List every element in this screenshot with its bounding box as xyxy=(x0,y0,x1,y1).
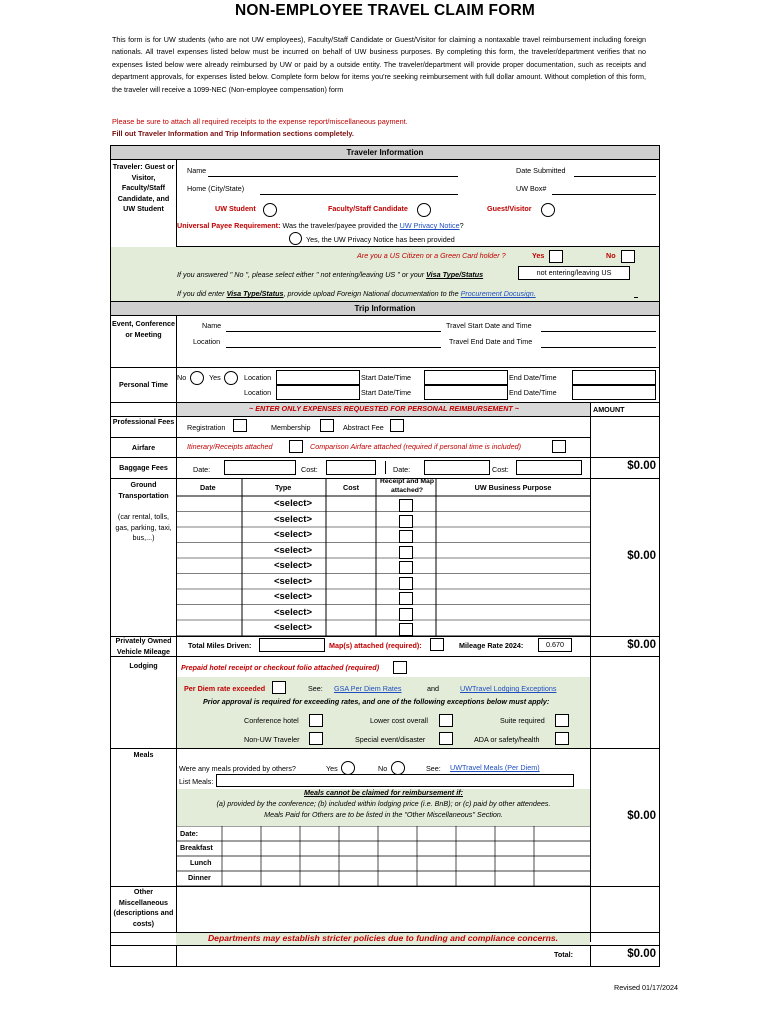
payee-qmark: ? xyxy=(459,221,464,230)
ground-receipt-checkbox[interactable] xyxy=(399,592,413,605)
ground-type-select[interactable]: <select> xyxy=(273,622,313,633)
total-divider xyxy=(590,945,591,967)
suite-label: Suite required xyxy=(500,716,545,725)
start-dt-field-2[interactable] xyxy=(424,385,508,400)
mileage-rate-value: 0.670 xyxy=(538,638,572,652)
receipts-note: Please be sure to attach all required receipts to the expense report/miscellaneous payment. xyxy=(112,117,408,126)
ground-type-select[interactable]: <select> xyxy=(273,606,313,618)
suite-checkbox[interactable] xyxy=(555,714,569,727)
membership-label: Membership xyxy=(271,423,311,432)
meals-no-radio[interactable] xyxy=(391,761,405,775)
itinerary-checkbox[interactable] xyxy=(289,440,303,453)
ground-type-select[interactable]: <select> xyxy=(273,498,313,509)
baggage-date-label-1: Date: xyxy=(193,465,211,474)
visa-enter-text-2: , provide upload Foreign National documentation to the xyxy=(283,289,459,298)
divider xyxy=(110,748,660,749)
comparison-checkbox[interactable] xyxy=(552,440,566,453)
ground-receipt-checkbox[interactable] xyxy=(399,623,413,636)
traveler-header: Traveler Information xyxy=(110,145,660,160)
gsa-link[interactable]: GSA Per Diem Rates xyxy=(334,684,402,693)
citizen-question: Are you a US Citizen or a Green Card holder ? xyxy=(357,251,506,260)
ground-receipt-checkbox[interactable] xyxy=(399,608,413,621)
meals-label: Meals xyxy=(133,750,154,759)
list-meals-label: List Meals: xyxy=(179,777,214,786)
ground-note: (car rental, tolls, gas, parking, taxi, bus,...) xyxy=(115,512,172,542)
name-label: Name xyxy=(187,166,207,175)
citizen-side-cell xyxy=(111,247,176,301)
baggage-total: $0.00 xyxy=(627,460,656,472)
abstract-label: Abstract Fee xyxy=(343,423,384,432)
prepaid-label: Prepaid hotel receipt or checkout folio attached (required) xyxy=(181,663,380,672)
membership-checkbox[interactable] xyxy=(320,419,334,432)
guest-radio[interactable] xyxy=(541,203,555,217)
ground-type-select[interactable]: <select> xyxy=(273,529,313,540)
expenses-banner: ~ ENTER ONLY EXPENSES REQUESTED FOR PERSONAL REIMBURSEMENT ~ xyxy=(249,404,519,413)
traveler-side-label: Traveler: Guest or Visitor, Faculty/Staff Candidate, and UW Student xyxy=(112,162,175,213)
meals-total: $0.00 xyxy=(627,810,656,822)
ground-receipt-checkbox[interactable] xyxy=(399,561,413,574)
ground-receipt-checkbox[interactable] xyxy=(399,530,413,543)
uw-lodging-link[interactable]: UWTravel Lodging Exceptions xyxy=(460,684,557,693)
type-faculty-label: Faculty/Staff Candidate xyxy=(328,204,408,213)
payee-line xyxy=(177,221,464,231)
registration-checkbox[interactable] xyxy=(233,419,247,432)
other-misc-label: Other Miscellaneous (descriptions and costs) xyxy=(113,887,174,928)
per-diem-exceeded-checkbox[interactable] xyxy=(272,681,286,694)
divider xyxy=(110,367,660,368)
non-uw-checkbox[interactable] xyxy=(309,732,323,745)
ada-checkbox[interactable] xyxy=(555,732,569,745)
start-dt-label-1: Start Date/Time xyxy=(361,373,412,382)
meals-yes-label: Yes xyxy=(326,764,338,773)
col-type: Type xyxy=(275,483,292,492)
procurement-docusign-link[interactable]: Procurement Docusign. xyxy=(460,289,536,298)
meal-row-breakfast: Breakfast xyxy=(180,843,213,852)
ground-type-select[interactable]: <select> xyxy=(273,575,313,587)
end-dt-label-2: End Date/Time xyxy=(509,388,557,397)
fill-instruction: Fill out Traveler Information and Trip Information sections completely. xyxy=(112,129,354,138)
list-meals-field[interactable] xyxy=(216,774,574,787)
answer-no-line xyxy=(177,270,483,280)
ground-grid xyxy=(176,478,591,636)
lower-cost-label: Lower cost overall xyxy=(370,716,428,725)
travel-start-label: Travel Start Date and Time xyxy=(446,321,532,330)
travel-end-field[interactable] xyxy=(541,347,656,348)
payee-text: Was the traveler/payee provided the xyxy=(282,221,398,230)
personal-no-label: No xyxy=(177,373,187,382)
event-location-field[interactable] xyxy=(226,347,441,348)
baggage-sep xyxy=(385,461,386,474)
ground-type-select[interactable]: <select> xyxy=(273,560,313,571)
uw-box-field[interactable] xyxy=(552,194,656,195)
ground-type-select[interactable]: <select> xyxy=(273,544,313,556)
personal-location-label-2: Location xyxy=(244,388,272,397)
itinerary-label: Itinerary/Receipts attached xyxy=(187,442,273,451)
ground-type-select[interactable]: <select> xyxy=(273,513,313,525)
prior-approval-text: Prior approval is required for exceeding rates, and one of the following exceptions below must apply: xyxy=(203,697,550,706)
col-purpose: UW Business Purpose xyxy=(474,483,552,492)
entering-select[interactable]: not entering/leaving US xyxy=(518,266,630,280)
prepaid-checkbox[interactable] xyxy=(393,661,407,674)
divider xyxy=(110,416,660,417)
meals-see: See: xyxy=(426,764,441,773)
end-dt-label-1: End Date/Time xyxy=(509,373,557,382)
faculty-radio[interactable] xyxy=(417,203,431,217)
personal-location-2[interactable] xyxy=(276,385,360,400)
personal-side-label: Personal Time xyxy=(118,380,168,389)
event-name-field[interactable] xyxy=(226,331,441,332)
lodging-label: Lodging xyxy=(129,661,158,670)
col-receipt: Receipt and Map attached? xyxy=(379,478,434,494)
personal-location-label-1: Location xyxy=(244,373,272,382)
dept-note: Departments may establish stricter policies due to funding and compliance concerns. xyxy=(207,933,559,943)
divider xyxy=(110,656,660,657)
conf-hotel-label: Conference hotel xyxy=(244,716,299,725)
meals-grid xyxy=(176,826,591,887)
baggage-label: Baggage Fees xyxy=(119,463,168,472)
citizen-yes-checkbox[interactable] xyxy=(549,250,563,263)
personal-yes-label: Yes xyxy=(209,373,221,382)
privacy-yes-label: Yes, the UW Privacy Notice has been provided xyxy=(306,235,455,244)
divider xyxy=(110,457,660,458)
total-miles-field[interactable] xyxy=(259,638,325,652)
special-checkbox[interactable] xyxy=(439,732,453,745)
answer-no-text: If you answered " No ", please select either " not entering/leaving US " or your xyxy=(177,270,425,279)
amount-header: AMOUNT xyxy=(593,405,625,414)
event-location-label: Location xyxy=(193,337,221,346)
divider xyxy=(110,886,660,887)
visa-enter-line xyxy=(177,289,536,299)
pov-label: Privately Owned Vehicle Mileage xyxy=(115,636,172,656)
total-miles-label: Total Miles Driven: xyxy=(188,641,252,650)
conf-hotel-checkbox[interactable] xyxy=(309,714,323,727)
meals-no-label: No xyxy=(378,764,388,773)
visa-type-label-2: Visa Type/Status xyxy=(226,289,284,298)
ground-receipt-checkbox[interactable] xyxy=(399,577,413,590)
end-dt-field-1[interactable] xyxy=(572,370,656,385)
maps-label: Map(s) attached (required): xyxy=(329,641,422,650)
meals-cannot: Meals cannot be claimed for reimbursement if: xyxy=(304,788,463,797)
uw-meals-link[interactable]: UWTravel Meals (Per Diem) xyxy=(450,763,540,772)
divider xyxy=(110,945,660,946)
col-cost: Cost xyxy=(343,483,359,492)
airfare-label: Airfare xyxy=(131,443,156,452)
meals-yes-radio[interactable] xyxy=(341,761,355,775)
meal-row-date: Date: xyxy=(180,829,198,838)
meals-question: Were any meals provided by others? xyxy=(179,764,296,773)
form-title: NON-EMPLOYEE TRAVEL CLAIM FORM xyxy=(235,2,535,19)
privacy-notice-link[interactable]: UW Privacy Notice xyxy=(399,221,460,230)
meals-others: Meals Paid for Others are to be listed in the "Other Miscellaneous" Section. xyxy=(264,810,503,819)
date-submitted-label: Date Submitted xyxy=(516,166,566,175)
lodging-and: and xyxy=(427,684,439,693)
end-dt-field-2[interactable] xyxy=(572,385,656,400)
payee-label: Universal Payee Requirement: xyxy=(177,221,281,230)
ground-receipt-checkbox[interactable] xyxy=(399,499,413,512)
meal-row-lunch: Lunch xyxy=(190,858,212,867)
prof-fees-label: Professional Fees xyxy=(112,417,175,426)
home-label: Home (City/State) xyxy=(187,184,245,193)
start-dt-field-1[interactable] xyxy=(424,370,508,385)
mileage-rate-label: Mileage Rate 2024: xyxy=(459,641,524,650)
baggage-cost-2[interactable] xyxy=(516,460,582,475)
divider xyxy=(110,437,590,438)
name-field[interactable] xyxy=(208,176,458,177)
meal-row-dinner: Dinner xyxy=(188,873,211,882)
travel-start-field[interactable] xyxy=(541,331,656,332)
baggage-cost-1[interactable] xyxy=(326,460,376,475)
personal-yes-radio[interactable] xyxy=(224,371,238,385)
event-side-label: Event, Conference or Meeting xyxy=(111,319,176,339)
home-field[interactable] xyxy=(260,194,458,195)
grand-total: $0.00 xyxy=(627,948,656,960)
date-submitted-field[interactable] xyxy=(574,176,656,177)
personal-no-radio[interactable] xyxy=(190,371,204,385)
event-name-label: Name xyxy=(202,321,222,330)
ground-type-select[interactable]: <select> xyxy=(273,591,313,602)
intro-paragraph: This form is for UW students (who are not UW employees), Faculty/Staff Candidate or Guest/Visitor for claiming a nontaxable travel reimbursement including foreign nationals. All travel expenses listed below must be incurred on behalf of UW business purposes. By completing this form, the traveler/department verifies that no expenses listed below were already reimbursed by UW or paid by a outside entity. The traveler/department will provide proper documentation, such as receipts and department approvals, for expenses listed below. Complete form below for items you're seeking reimbursement with full dollar amount. Without completion of this form, the traveler will receive a 1099-NEC (Non-employee compensation) form xyxy=(112,35,646,94)
baggage-cost-label-1: Cost: xyxy=(301,465,318,474)
special-label: Special event/disaster xyxy=(355,735,426,744)
type-student-label: UW Student xyxy=(215,204,256,213)
pov-total: $0.00 xyxy=(627,639,656,651)
maps-checkbox[interactable] xyxy=(430,638,444,651)
travel-end-label: Travel End Date and Time xyxy=(449,337,533,346)
per-diem-exceeded-label: Per Diem rate exceeded xyxy=(184,684,266,693)
underline-mark xyxy=(634,297,638,298)
uw-box-label: UW Box# xyxy=(516,184,547,193)
baggage-date-label-2: Date: xyxy=(393,465,411,474)
citizen-no-label: No xyxy=(606,251,616,260)
registration-label: Registration xyxy=(187,423,226,432)
baggage-cost-label-2: Cost: xyxy=(492,465,509,474)
visa-enter-text-1: If you did enter xyxy=(177,289,225,298)
ground-receipt-checkbox[interactable] xyxy=(399,546,413,559)
ground-total: $0.00 xyxy=(627,550,656,562)
visa-type-label: Visa Type/Status xyxy=(426,270,484,279)
abstract-checkbox[interactable] xyxy=(390,419,404,432)
baggage-date-1[interactable] xyxy=(224,460,296,475)
ada-label: ADA or safety/health xyxy=(474,735,540,744)
total-label: Total: xyxy=(554,950,574,959)
citizen-yes-label: Yes xyxy=(532,251,545,260)
student-radio[interactable] xyxy=(263,203,277,217)
revised-date: Revised 01/17/2024 xyxy=(614,983,678,992)
col-date: Date xyxy=(200,483,216,492)
type-guest-label: Guest/Visitor xyxy=(487,204,532,213)
personal-location-1[interactable] xyxy=(276,370,360,385)
citizen-no-checkbox[interactable] xyxy=(621,250,635,263)
trip-header: Trip Information xyxy=(110,301,660,316)
baggage-date-2[interactable] xyxy=(424,460,490,475)
comparison-label: Comparison Airfare attached (required if personal time is included) xyxy=(310,442,522,451)
lodging-see: See: xyxy=(308,684,323,693)
divider xyxy=(110,636,660,637)
ground-label: Ground Transportation xyxy=(118,480,169,500)
non-uw-label: Non-UW Traveler xyxy=(244,735,300,744)
lower-cost-checkbox[interactable] xyxy=(439,714,453,727)
ground-receipt-checkbox[interactable] xyxy=(399,515,413,528)
meals-conditions: (a) provided by the conference; (b) included within lodging price (i.e. BnB); or (c) paid by other attendees. xyxy=(216,799,551,808)
start-dt-label-2: Start Date/Time xyxy=(361,388,412,397)
privacy-yes-radio[interactable] xyxy=(289,232,302,245)
